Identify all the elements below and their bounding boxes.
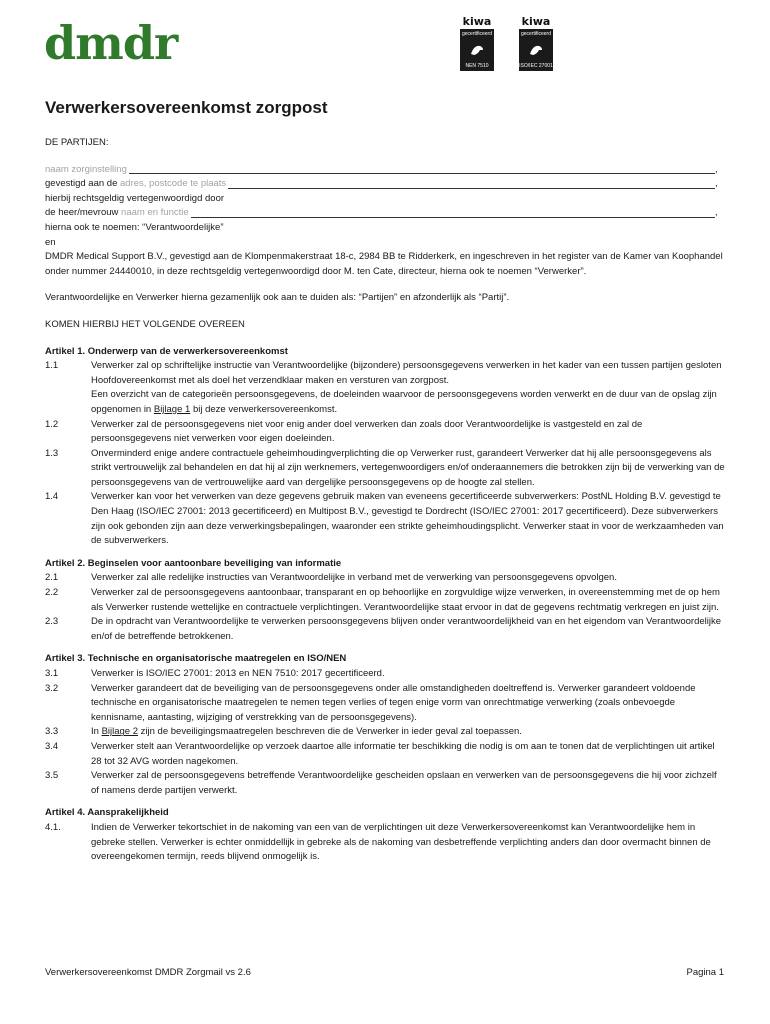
item-number: 4.1. xyxy=(45,821,61,833)
article-2-title: Artikel 2. Beginselen voor aantoonbare beveiliging van informatie xyxy=(45,557,342,569)
party2-text: DMDR Medical Support B.V., gevestigd aan de Klompenmakerstraat 18-c, 2984 BB te Ridderkerk, en ingeschreven in het register van de Kamer van Koophandel onder nummer 24440010, in deze rechtsgeldig vertegenwoordigd door M. ten Cate, directeur, hierna ook te noemen “Verwerker”. xyxy=(45,251,723,277)
item-text xyxy=(91,725,725,740)
field-prefix: de heer/mevrouw xyxy=(45,207,122,219)
item-number: 1.4 xyxy=(45,491,59,503)
item-text: Verwerker zal op schriftelijke instructie van Verantwoordelijke (bijzondere) persoonsgegevens verwerken in het kader van een tussen partijen gesloten Hoofdovereenkomst met als doel het verzendklaar maken en versturen van zorgpost. xyxy=(91,360,722,386)
article-item xyxy=(45,388,725,417)
badge-standard: NEN 7510 xyxy=(465,63,489,69)
item-number: 3.1 xyxy=(45,668,59,679)
article-item xyxy=(45,725,725,740)
item-number: 3.3 xyxy=(45,726,59,738)
item-number: 1.2 xyxy=(45,418,59,430)
item-text: Verwerker zal de persoonsgegevens aantoonbaar, transparant en op behoorlijke en zorgvuldige wijze verwerken, in overeenstemming met de op hem als Verwerker rustende wettelijke en contractuele verplichtingen. Verantwoordelijke staat ervoor in dat de gegevens rechtmatig verkregen en juist zijn. xyxy=(91,587,720,613)
item-text: Verwerker zal alle redelijke instructies van Verantwoordelijke in verband met de verwerking van persoonsgegevens opvolgen. xyxy=(91,572,617,584)
agree-heading: KOMEN HIERBIJ HET VOLGENDE OVEREEN xyxy=(45,318,245,330)
badge-cert: gecertificeerd xyxy=(461,31,492,37)
article-item xyxy=(45,740,725,769)
party1-alias: hierna ook te noemen: “Verantwoordelijke” xyxy=(45,221,224,233)
article-item xyxy=(45,571,725,586)
item-number: 2.1 xyxy=(45,572,59,584)
badge-standard: ISO/IEC 27001 xyxy=(519,63,553,69)
item-number: 3.4 xyxy=(45,740,59,752)
item-text-post: bij deze verwerkersovereenkomst. xyxy=(190,403,338,415)
item-text: Onverminderd enige andere contractuele geheimhoudingverplichting die op Verwerker rust, garandeert Verwerker dat hij alle persoonsgegevens als strikt vertrouwelijk zal behandelen en dat hij al zijn werknemers, vertegenwoordigers en/of onderaannemers die betrokken zijn bij de verwerking van de persoonsgegevens van de vertrouwelijke aard van dergelijke persoonsgegevens op de hoogte zal stellen. xyxy=(91,447,725,488)
item-text: Verwerker kan voor het verwerken van deze gegevens gebruik maken van eveneens gecertificeerde subverwerkers: PostNL Holding B.V. gevestigd te Den Haag (ISO/IEC 27001: 2013 gecertificeerd) en Multipost B.V., gevestigd te Dordrecht (ISO/IEC 27001: 2017 gecertificeerd). Deze subverwerkers zijn ook gebonden zijn aan deze verwerkingsbepalingen, waaronder een strikte geheimhoudingsplicht. Verwerker staat in voor de werkzaamheden van de subverwerkers. xyxy=(91,491,724,547)
party-field-name[interactable] xyxy=(45,163,725,178)
article-item xyxy=(45,447,725,491)
item-text xyxy=(91,388,725,417)
item-text: Indien de Verwerker tekortschiet in de nakoming van een van de verplichtingen uit deze Verwerkersovereenkomst kan Verantwoordelijke hem in gebreke stellen. Verwerker is echter onmiddellijk in gebreke als de nakoming van desbetreffende verplichting anders dan door overmacht binnen de overeengekomen termijn, reeds blijvend onmogelijk is. xyxy=(91,821,711,863)
article-item xyxy=(45,769,725,798)
field-end: , xyxy=(715,207,718,219)
item-number: 2.2 xyxy=(45,587,59,599)
field-prefix: gevestigd aan de xyxy=(45,178,121,190)
footer-document-name: Verwerkersovereenkomst DMDR Zorgmail vs 2.6 xyxy=(45,967,251,978)
article-item xyxy=(45,821,725,865)
item-text: Verwerker stelt aan Verantwoordelijke op verzoek daartoe alle informatie ter beschikking die nodig is om aan te tonen dat de verplichtingen uit artikel 28 tot 32 AVG worden nagekomen. xyxy=(91,740,715,767)
parties-heading: DE PARTIJEN: xyxy=(45,137,109,148)
item-number: 1.1 xyxy=(45,360,59,372)
bird-icon xyxy=(527,41,545,59)
article-item xyxy=(45,418,725,447)
item-text: Verwerker zal de persoonsgegevens niet voor enig ander doel verwerken dan zoals door Verantwoordelijke is vastgesteld en zal de persoonsgegevens niet verwerken voor eigen doeleinden. xyxy=(91,418,643,445)
item-number: 1.3 xyxy=(45,447,59,459)
badge-cert: gecertificeerd xyxy=(520,31,551,37)
item-text-pre: In xyxy=(91,726,102,738)
document-title: Verwerkersovereenkomst zorgpost xyxy=(45,98,328,117)
article-item xyxy=(45,359,725,388)
article-item xyxy=(45,490,725,548)
field-placeholder: naam en functie xyxy=(121,207,189,219)
item-text-pre: Een overzicht van de categorieën persoonsgegevens, de doeleinden waarvoor de persoonsgegevens worden verwerkt en de duur van de opslag zijn opgenomen in xyxy=(91,389,717,415)
field-end: , xyxy=(715,163,718,175)
document-body xyxy=(45,136,725,865)
bijlage-1-link[interactable]: Bijlage 1 xyxy=(153,403,191,415)
item-number: 3.2 xyxy=(45,682,59,694)
badge-brand: kiwa xyxy=(462,15,492,28)
item-text: Verwerker is ISO/IEC 27001: 2013 en NEN 7510: 2017 gecertificeerd. xyxy=(91,668,385,679)
item-text: De in opdracht van Verantwoordelijke te verwerken persoonsgegevens blijven onder verantwoordelijkheid van en het eigendom van Verantwoordelijke en/of de betreffende betrokkenen. xyxy=(91,616,722,642)
dmdr-logo: dmdr xyxy=(44,16,178,70)
item-text: Verwerker zal de persoonsgegevens betreffende Verantwoordelijke gescheiden opslaan en verwerken van de persoonsgegevens die hij voor zichzelf of namens derde partijen verwerkt. xyxy=(91,770,717,796)
item-text-post: zijn de beveiligingsmaatregelen beschreven die de Verwerker in ieder geval zal toepassen. xyxy=(138,726,522,738)
article-item xyxy=(45,667,725,682)
and-word: en xyxy=(45,236,56,248)
item-number: 3.5 xyxy=(45,770,59,782)
article-item xyxy=(45,682,725,726)
joint-text: Verantwoordelijke en Verwerker hierna gezamenlijk ook aan te duiden als: “Partijen” en afzonderlijk als “Partij”. xyxy=(45,292,510,304)
party-representation: hierbij rechtsgeldig vertegenwoordigd door xyxy=(45,192,225,204)
item-number: 2.3 xyxy=(45,616,59,628)
page-footer xyxy=(45,967,724,978)
item-number xyxy=(45,388,91,417)
field-end: , xyxy=(715,178,718,190)
item-text: Verwerker garandeert dat de beveiliging van de persoonsgegevens onder alle omstandigheden doeltreffend is. Verwerker garandeert voldoende technische en organisatorische maatregelen te nemen tegen verlies of tegen enige vorm van onrechtmatige verwerking (zoals onbevoegde kennisname, aantasting, wijziging of verstrekking van de persoonsgegevens). xyxy=(91,682,696,723)
bijlage-2-link[interactable]: Bijlage 2 xyxy=(101,726,139,738)
article-3-title: Artikel 3. Technische en organisatorische maatregelen en ISO/NEN xyxy=(45,653,347,665)
article-1-title: Artikel 1. Onderwerp van de verwerkersovereenkomst xyxy=(45,345,288,357)
badge-brand: kiwa xyxy=(521,15,551,28)
field-placeholder: naam zorginstelling xyxy=(45,163,127,175)
bird-icon xyxy=(468,41,486,59)
kiwa-badge-iso xyxy=(519,16,553,71)
kiwa-badge-nen xyxy=(460,16,494,71)
article-item xyxy=(45,615,725,644)
party-field-address[interactable] xyxy=(45,177,725,192)
article-item xyxy=(45,586,725,615)
footer-page-number: Pagina 1 xyxy=(686,967,724,978)
party-field-representative[interactable] xyxy=(45,206,725,221)
field-placeholder: adres, postcode te plaats xyxy=(120,178,227,190)
article-4-title: Artikel 4. Aansprakelijkheid xyxy=(45,807,169,819)
